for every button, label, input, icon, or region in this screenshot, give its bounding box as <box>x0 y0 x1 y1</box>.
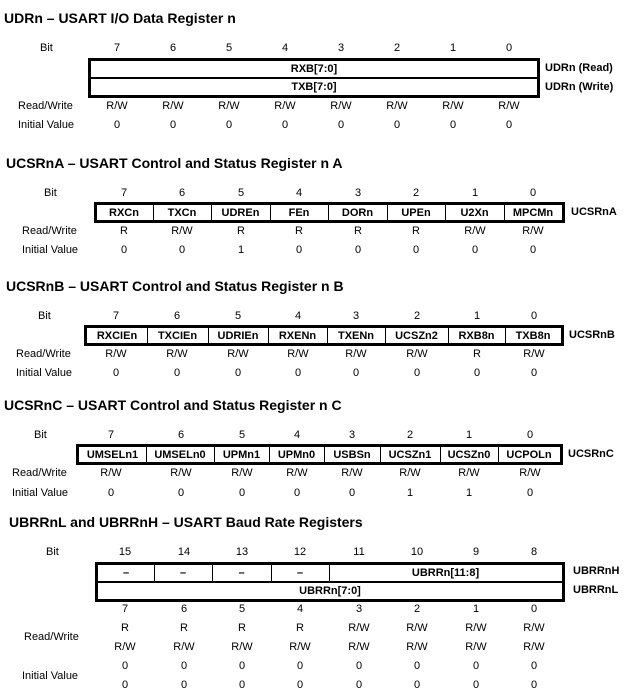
ucsrb-rw-value: R/W <box>287 348 309 360</box>
ubrr-reserved-bit: – <box>238 567 245 579</box>
ucsra-bit-number: 0 <box>529 187 537 199</box>
ucsrc-bit-number: 1 <box>465 429 473 441</box>
ucsrb-bit-field: UCSZn2 <box>395 329 438 342</box>
ucsra-bit-number: 3 <box>354 187 362 199</box>
ucsrb-init-value: 0 <box>413 367 421 379</box>
ubrr-rw-low-value: R/W <box>114 641 136 653</box>
ubrr-init-low-value: 0 <box>238 679 246 691</box>
udr-rw-value: R/W <box>218 100 240 112</box>
ucsrc-rw-value: R/W <box>341 467 363 479</box>
ucsrb-rw-value: R/W <box>227 348 249 360</box>
ucsra-bit-field: UPEn <box>401 206 431 219</box>
ubrr-init-high-value: 0 <box>121 660 129 672</box>
ucsrc-bit-number: 5 <box>238 429 246 441</box>
ucsrc-rw-value: R/W <box>100 467 122 479</box>
ubrr-rw-low-value: R/W <box>173 641 195 653</box>
ucsrb-init-value: 0 <box>530 367 538 379</box>
ucsra-bit-number: 1 <box>471 187 479 199</box>
ucsra-bit-number: 7 <box>120 187 128 199</box>
udr-rw-value: R/W <box>442 100 464 112</box>
ucsra-bit-number: 2 <box>412 187 420 199</box>
ucsrb-bit-number: 3 <box>352 310 360 322</box>
ucsrc-bit-field: UMSELn0 <box>154 448 206 461</box>
ubrr-init-high-value: 0 <box>355 660 363 672</box>
ucsrb-bit-number: 5 <box>234 310 242 322</box>
ubrr-bit-number-high: 14 <box>177 546 191 558</box>
ubrr-rw-low-value: R/W <box>348 641 370 653</box>
udr-bit-number: 4 <box>281 42 289 54</box>
ucsrc-init-value: 0 <box>107 487 115 499</box>
ucsrb-bit-number: 1 <box>473 310 481 322</box>
ubrr-bit-number-low: 3 <box>355 603 363 615</box>
ubrr-rw-low-value: R/W <box>406 641 428 653</box>
ubrr-init-high-value: 0 <box>472 660 480 672</box>
ubrr-reserved-bit: – <box>179 567 187 579</box>
ucsrb-rw-value: R/W <box>105 348 127 360</box>
ubrr-rw-high-value: R <box>121 622 129 634</box>
ubrr-high-field: UBRRn[11:8] <box>411 567 480 579</box>
ucsrb-rw-value: R/W <box>406 348 428 360</box>
ucsrc-read-write-label: Read/Write <box>12 467 67 479</box>
ubrr-init-low-value: 0 <box>355 679 363 691</box>
udr-rw-value: R/W <box>386 100 408 112</box>
ubrr-bit-number-low: 1 <box>472 603 480 615</box>
ubrr-rw-high-value: R <box>296 622 304 634</box>
ubrr-init-high-value: 0 <box>238 660 246 672</box>
ucsrc-bit-field: UPMn1 <box>222 448 261 461</box>
ubrr-rw-high-value: R/W <box>348 622 370 634</box>
ubrr-bit-label: Bit <box>46 546 59 558</box>
udr-write-name: UDRn (Write) <box>545 81 614 93</box>
ubrr-init-low-value: 0 <box>530 679 538 691</box>
udr-init-value: 0 <box>393 119 401 131</box>
ubrr-bit-number-low: 5 <box>238 603 246 615</box>
udr-bit-number: 3 <box>337 42 345 54</box>
ubrr-rw-low-value: R/W <box>231 641 253 653</box>
udr-init-value: 0 <box>113 119 121 131</box>
ucsrb-bit-field: RXB8n <box>458 329 495 342</box>
ucsrc-bit-number: 3 <box>348 429 356 441</box>
ucsrb-bit-number: 4 <box>294 310 302 322</box>
ucsrc-rw-value: R/W <box>458 467 480 479</box>
ucsra-initial-value-label: Initial Value <box>22 244 79 256</box>
ucsrb-bit-field: TXENn <box>337 329 375 342</box>
ubrr-initial-value-label: Initial Value <box>22 670 79 682</box>
ucsrb-init-value: 0 <box>473 367 481 379</box>
ucsra-rw-value: R <box>412 225 420 237</box>
ubrr-bit-number-low: 6 <box>180 603 188 615</box>
ubrr-reserved-bit: – <box>122 567 130 579</box>
ubrr-bit-number-high: 15 <box>118 546 132 558</box>
ucsra-bit-field: MPCMn <box>512 206 554 219</box>
udr-rw-value: R/W <box>498 100 520 112</box>
udr-title: UDRn – USART I/O Data Register n <box>4 10 236 26</box>
ucsra-init-value: 0 <box>178 244 186 256</box>
ubrr-init-low-value: 0 <box>296 679 304 691</box>
ubrr-rw-high-value: R/W <box>465 622 487 634</box>
ucsrb-bit-field: UDRIEn <box>217 329 259 342</box>
ucsra-init-value: 0 <box>295 244 303 256</box>
ucsra-init-value: 0 <box>529 244 537 256</box>
ubrr-rw-low-value: R/W <box>289 641 311 653</box>
ucsrb-bit-field: RXENn <box>278 329 317 342</box>
ucsrc-title: UCSRnC – USART Control and Status Register n C <box>4 397 342 413</box>
udr-rw-value: R/W <box>106 100 128 112</box>
ucsrb-title: UCSRnB – USART Control and Status Register n B <box>6 278 344 294</box>
ucsrb-read-write-label: Read/Write <box>16 348 71 360</box>
ucsra-rw-value: R/W <box>522 225 544 237</box>
ucsrc-rw-value: R/W <box>286 467 308 479</box>
ubrr-bit-number-high: 8 <box>530 546 538 558</box>
ucsra-init-value: 0 <box>471 244 479 256</box>
udr-bit-number: 5 <box>225 42 233 54</box>
ucsra-read-write-label: Read/Write <box>22 225 77 237</box>
ucsrc-init-value: 0 <box>238 487 246 499</box>
ubrr-init-low-value: 0 <box>121 679 129 691</box>
ucsrb-rw-value: R <box>473 348 481 360</box>
udr-init-value: 0 <box>225 119 233 131</box>
ubrr-rw-high-value: R/W <box>406 622 428 634</box>
ucsrc-init-value: 1 <box>406 487 414 499</box>
ucsra-bit-number: 6 <box>178 187 186 199</box>
ucsrc-bit-number: 2 <box>406 429 414 441</box>
ucsrb-rw-value: R/W <box>166 348 188 360</box>
ucsra-bit-field: U2Xn <box>460 206 489 219</box>
ucsra-init-value: 0 <box>412 244 420 256</box>
ubrr-init-high-value: 0 <box>413 660 421 672</box>
ubrr-bit-number-low: 2 <box>413 603 421 615</box>
ucsrb-init-value: 0 <box>352 367 360 379</box>
ubrr-bit-number-high: 13 <box>235 546 249 558</box>
ubrr-title: UBRRnL and UBRRnH – USART Baud Rate Registers <box>9 514 363 530</box>
ucsra-title: UCSRnA – USART Control and Status Register n A <box>6 155 343 171</box>
ucsrc-bit-number: 4 <box>293 429 301 441</box>
ubrr-init-high-value: 0 <box>296 660 304 672</box>
ubrr-low-field: UBRRn[7:0] <box>299 585 361 597</box>
ucsra-init-value: 0 <box>120 244 128 256</box>
ucsra-register-name: UCSRnA <box>571 206 617 218</box>
ucsrc-bit-field: UCSZn0 <box>447 448 491 461</box>
udr-rw-value: R/W <box>330 100 352 112</box>
udr-init-value: 0 <box>337 119 345 131</box>
udr-read-name: UDRn (Read) <box>545 62 613 74</box>
ucsrb-bit-label: Bit <box>38 310 51 322</box>
ubrr-bit-number-high: 9 <box>472 546 480 558</box>
ucsrb-initial-value-label: Initial Value <box>16 367 73 379</box>
ucsrc-register-name: UCSRnC <box>568 448 614 460</box>
ucsrb-bit-field: TXB8n <box>515 329 551 342</box>
ubrr-low-register-name: UBRRnL <box>573 584 619 596</box>
ucsrc-bit-field: UCSZn1 <box>388 448 432 461</box>
udr-read-write-label: Read/Write <box>18 100 73 112</box>
ucsrc-bit-field: UMSELn1 <box>86 448 139 461</box>
ubrr-init-high-value: 0 <box>180 660 188 672</box>
ubrr-init-low-value: 0 <box>180 679 188 691</box>
ucsrc-init-value: 0 <box>526 487 534 499</box>
ubrr-bit-number-high: 10 <box>410 546 424 558</box>
ucsrb-bit-number: 6 <box>173 310 181 322</box>
ucsrc-bit-number: 7 <box>107 429 115 441</box>
ubrr-read-write-label: Read/Write <box>24 631 79 643</box>
ucsra-bit-field: RXCn <box>109 206 139 219</box>
ubrr-rw-low-value: R/W <box>465 641 487 653</box>
udr-bit-number: 7 <box>113 42 121 54</box>
ucsrc-init-value: 0 <box>348 487 356 499</box>
ucsra-bit-field: UDREn <box>221 206 260 219</box>
ucsra-rw-value: R <box>295 225 303 237</box>
ucsrb-register-name: UCSRnB <box>569 329 615 341</box>
udr-bit-number: 2 <box>393 42 401 54</box>
ucsrb-bit-field: TXCIEn <box>157 329 198 342</box>
ubrr-bit-number-low: 0 <box>530 603 538 615</box>
ucsrb-init-value: 0 <box>294 367 302 379</box>
udr-init-value: 0 <box>449 119 457 131</box>
udr-init-value: 0 <box>505 119 513 131</box>
udr-write-field: TXB[7:0] <box>291 81 337 93</box>
ucsra-rw-value: R <box>237 225 245 237</box>
ucsrc-bit-field: UPMn0 <box>277 448 316 461</box>
udr-rw-value: R/W <box>162 100 184 112</box>
udr-bit-label: Bit <box>40 42 53 54</box>
ucsrc-bit-field: USBSn <box>333 448 371 461</box>
ucsra-bit-field: TXCn <box>167 206 197 219</box>
ucsrc-init-value: 0 <box>177 487 185 499</box>
ucsra-rw-value: R/W <box>171 225 193 237</box>
ucsrc-init-value: 1 <box>465 487 473 499</box>
ucsrc-rw-value: R/W <box>231 467 253 479</box>
udr-rw-value: R/W <box>274 100 296 112</box>
ucsrb-init-value: 0 <box>173 367 181 379</box>
ubrr-high-register-name: UBRRnH <box>573 565 620 577</box>
ucsrb-bit-number: 0 <box>530 310 538 322</box>
ucsrc-init-value: 0 <box>293 487 301 499</box>
ubrr-bit-number-high: 11 <box>353 546 365 558</box>
ubrr-init-low-value: 0 <box>472 679 480 691</box>
udr-bit-number: 0 <box>505 42 513 54</box>
ubrr-rw-high-value: R <box>238 622 246 634</box>
ubrr-rw-high-value: R/W <box>523 622 545 634</box>
ucsra-init-value: 1 <box>237 244 245 256</box>
ucsrc-bit-field: UCPOLn <box>506 448 552 461</box>
ucsra-bit-label: Bit <box>44 187 57 199</box>
ucsrc-rw-value: R/W <box>519 467 541 479</box>
ucsrb-rw-value: R/W <box>345 348 367 360</box>
ucsrc-bit-label: Bit <box>34 429 47 441</box>
ubrr-bit-number-low: 7 <box>121 603 129 615</box>
udr-init-value: 0 <box>281 119 289 131</box>
udr-read-field: RXB[7:0] <box>290 63 338 75</box>
ubrr-init-high-value: 0 <box>530 660 538 672</box>
ucsra-rw-value: R <box>120 225 128 237</box>
udr-bit-number: 1 <box>449 42 457 54</box>
ucsra-rw-value: R <box>354 225 362 237</box>
ubrr-bit-number-high: 12 <box>293 546 307 558</box>
ucsrc-rw-value: R/W <box>399 467 421 479</box>
udr-initial-value-label: Initial Value <box>18 119 75 131</box>
ubrr-init-low-value: 0 <box>413 679 421 691</box>
ubrr-bit-number-low: 4 <box>296 603 304 615</box>
ubrr-rw-low-value: R/W <box>523 641 545 653</box>
ucsra-rw-value: R/W <box>464 225 486 237</box>
ubrr-rw-high-value: R <box>180 622 188 634</box>
ucsra-bit-field: DORn <box>341 206 374 219</box>
ucsra-bit-number: 5 <box>237 187 245 199</box>
ucsrc-bit-number: 6 <box>177 429 185 441</box>
ucsra-bit-number: 4 <box>295 187 303 199</box>
ucsrb-bit-number: 7 <box>112 310 120 322</box>
ucsrb-init-value: 0 <box>112 367 120 379</box>
ucsrb-bit-number: 2 <box>413 310 421 322</box>
ucsrb-init-value: 0 <box>234 367 242 379</box>
udr-init-value: 0 <box>169 119 177 131</box>
ucsrb-bit-field: RXCIEn <box>96 329 138 342</box>
ubrr-reserved-bit: – <box>296 567 304 579</box>
ucsra-bit-field: FEn <box>288 206 310 219</box>
ucsrc-initial-value-label: Initial Value <box>12 487 69 499</box>
ucsrc-bit-number: 0 <box>526 429 534 441</box>
ucsra-init-value: 0 <box>354 244 362 256</box>
ucsrb-rw-value: R/W <box>523 348 545 360</box>
ucsrc-rw-value: R/W <box>170 467 192 479</box>
udr-bit-number: 6 <box>169 42 177 54</box>
